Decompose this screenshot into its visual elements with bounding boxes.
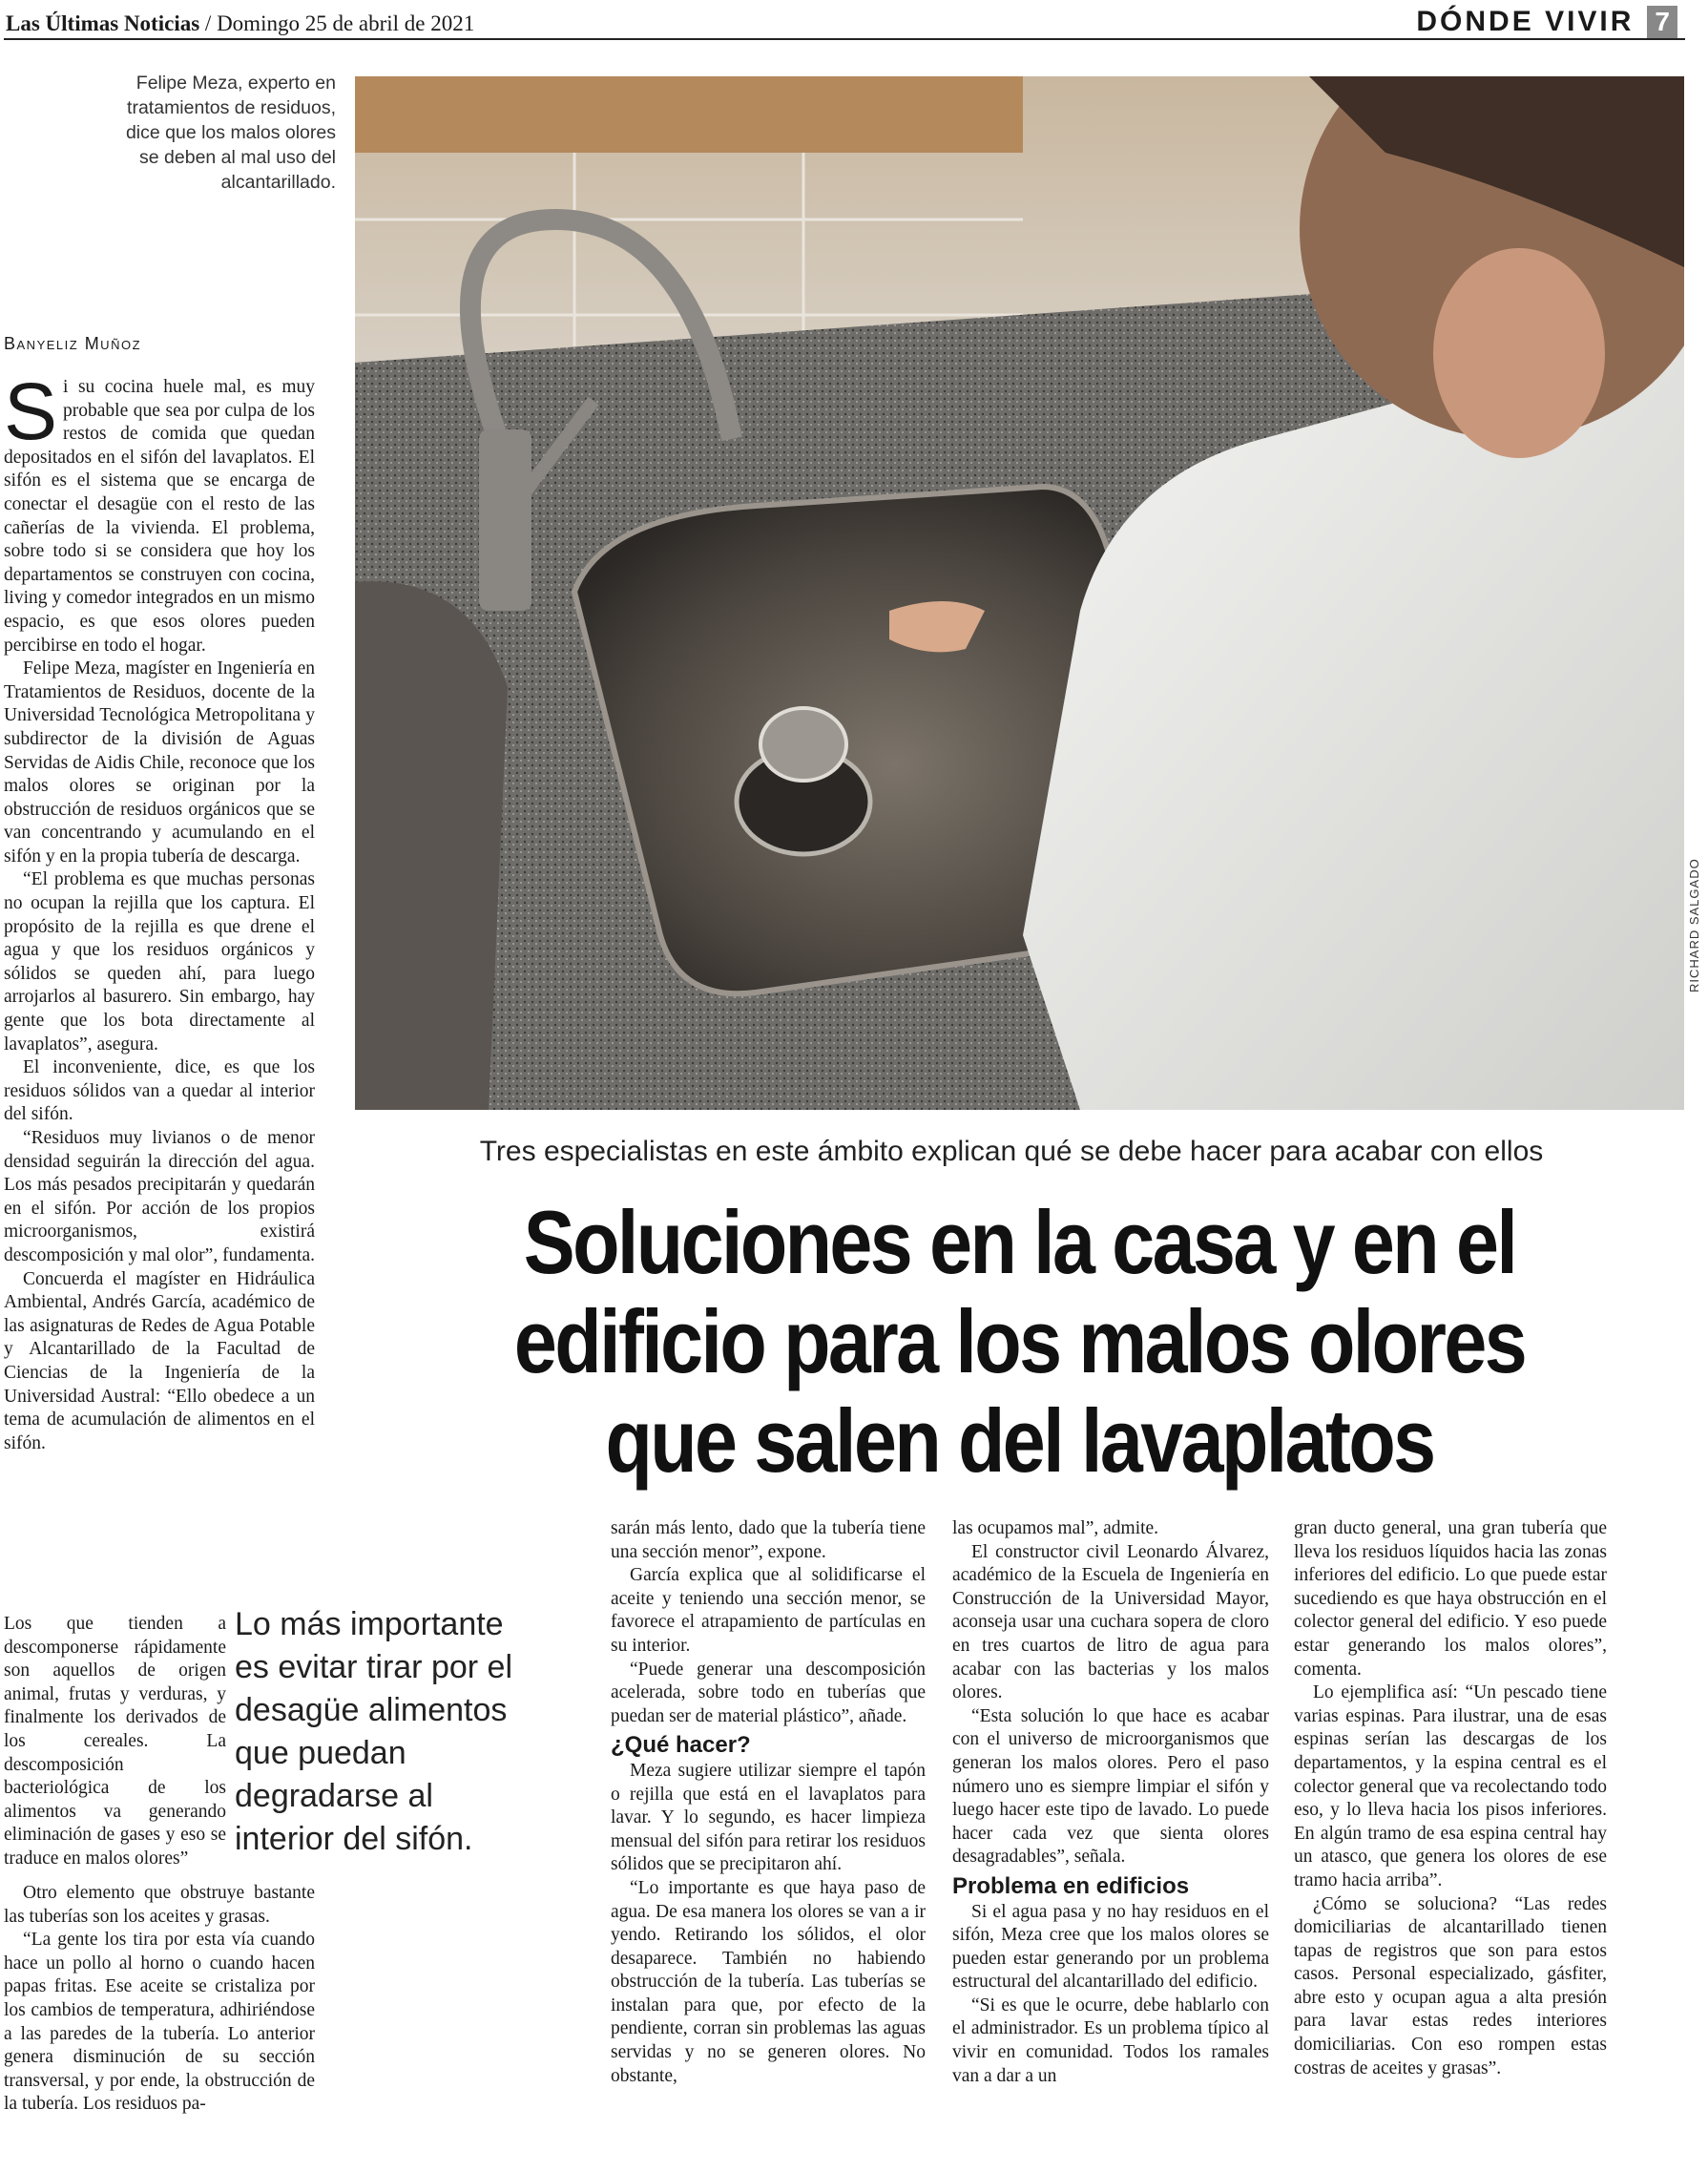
article-column-1	[4, 376, 315, 1617]
paragraph: gran ducto general, una gran tubería que lleva los residuos líquidos hacia las zonas inferiores del edificio. Lo que puede estar sucediendo es que haya obstrucción en el colector general del edificio. Y eso puede estar generando los malos olores”, comenta.	[1294, 1518, 1607, 1680]
subhead-que-hacer: ¿Qué hacer?	[611, 1732, 751, 1759]
article-column-1-bottom	[4, 1882, 315, 2168]
publication-date: Domingo 25 de abril de 2021	[217, 11, 475, 35]
paragraph: Concuerda el magíster en Hidráulica Ambiental, Andrés García, académico de las asignaturas de Redes de Agua Potable y Alcantarillado de la Facultad de Ciencias de la Ingeniería de la Universidad Austral: “Ello obedece a un tema de acumulación de alimentos en el sifón.	[4, 1268, 315, 1453]
article-photo	[355, 76, 1684, 1110]
drop-cap: S	[4, 376, 58, 456]
masthead-right	[1416, 6, 1677, 38]
paragraph: las ocupamos mal”, admite.	[952, 1518, 1159, 1538]
paragraph: Meza sugiere utilizar siempre el tapón o rejilla que está en el lavaplatos para lavar. Y lo segundo, es hacer limpieza mensual del sifón para retirar los residuos sólidos que se precipitaron ahí.	[611, 1760, 926, 1875]
paragraph: “La gente los tira por esta vía cuando hace un pollo al horno o cuando hacen papas fritas. Ese aceite se cristaliza por los cambios de temperatura, adhiriéndose a las paredes de la tubería. Lo anterior genera disminución de su sección transversal, y por ende, la obstrucción de la tubería. Los residuos pa-	[4, 1930, 315, 2115]
article-column-3	[952, 1517, 1269, 2172]
paragraph-lead: Si su cocina huele mal, es muy probable que sea por culpa de los restos de comida que quedan depositados en el sifón del lavaplatos. El sifón es el sistema que se encarga de conectar el desagüe con el resto de las cañerías de la vivienda. El problema, sobre todo si se considera que hoy los departamentos se construyen con cocina, living y comedor integrados en un mismo espacio, es que esos olores pueden percibirse en todo el hogar.	[4, 376, 315, 656]
paragraph: Si el agua pasa y no hay residuos en el sifón, Meza cree que los malos olores se pueden estar generando por un problema estructural del alcantarillado del edificio.	[952, 1901, 1269, 1993]
article-column-4	[1294, 1517, 1607, 2172]
paragraph: ¿Cómo se soluciona? “Las redes domiciliarias de alcantarillado tienen tapas de registros que son para estos casos. Personal especializado, gásfiter, abre esto y ocupan agua a alta presión para lavar estas redes interiores domiciliarias. Con eso rompen estas costras de aceites y grasas”.	[1294, 1893, 1607, 2078]
subhead-problema-edificios: Problema en edificios	[952, 1872, 1190, 1899]
kicker: Tres especialistas en este ámbito explican qué se debe hacer para acabar con ellos	[479, 1136, 1544, 1167]
masthead-left	[6, 11, 474, 36]
paragraph: “Puede generar una descomposición acelerada, sobre todo en tuberías que puedan ser de material plástico”, añade.	[611, 1659, 926, 1726]
page-number: 7	[1647, 6, 1677, 38]
photo-credit: RICHARD SALGADO	[1687, 858, 1701, 992]
pull-quote: Lo más importante es evitar tirar por el desagüe alimentos que puedan degradarse al interior del sifón.	[235, 1606, 512, 1857]
article-column-1-narrow	[4, 1613, 226, 1895]
paragraph: El constructor civil Leonardo Álvarez, académico de la Escuela de Ingeniería en Construcción de la Universidad Mayor, aconseja usar una cuchara sopera de cloro en tres cuartos de litro de agua para acabar con las bacterias y los malos olores.	[952, 1541, 1269, 1703]
headline: Soluciones en la casa y en el edificio para los malos olores que salen del lavaplatos	[513, 1192, 1526, 1491]
byline: Banyeliz Muñoz	[4, 334, 142, 353]
newspaper-name: Las Últimas Noticias	[6, 11, 200, 35]
photo-caption: Felipe Meza, experto en tratamientos de residuos, dice que los malos olores se deben al mal uso del alcantarillado.	[125, 73, 336, 193]
paragraph: “Lo importante es que haya paso de agua. De esa manera los olores se van a ir yendo. Retirando los sólidos, el olor desaparece. También no habiendo obstrucción de la tubería. Las tuberías se instalan para que, por efecto de la pendiente, corran sin problemas las aguas servidas y no se generen olores. No obstante,	[611, 1877, 926, 2086]
paragraph: Felipe Meza, magíster en Ingeniería en Tratamientos de Residuos, docente de la Universidad Tecnológica Metropolitana y subdirector de la división de Aguas Servidas de Aidis Chile, reconoce que los malos olores se originan por la obstrucción de residuos orgánicos que se van concentrando y acumulando en el sifón y en la propia tubería de descarga.	[4, 658, 315, 867]
paragraph: “Residuos muy livianos o de menor densidad seguirán la dirección del agua. Los más pesados precipitarán y quedarán en el sifón. Por acción de los propios microorganismos, existirá descomposición y mal olor”, fundamenta.	[4, 1128, 315, 1265]
kitchen-sink-illustration	[355, 76, 1684, 1110]
article-column-2	[611, 1517, 926, 2172]
paragraph: “Si es que le ocurre, debe hablarlo con el administrador. Es un problema típico al vivir en comunidad. Todos los ramales van a dar a un	[952, 1994, 1269, 2086]
section-label: DÓNDE VIVIR	[1416, 6, 1635, 37]
paragraph: El inconveniente, dice, es que los residuos sólidos van a quedar al interior del sifón.	[4, 1057, 315, 1125]
paragraph: sarán más lento, dado que la tubería tiene una sección menor”, expone.	[611, 1518, 926, 1562]
masthead-separator: /	[204, 11, 212, 35]
paragraph: “El problema es que muchas personas no ocupan la rejilla que los captura. El propósito de la rejilla es que drene el agua y que los residuos orgánicos y sólidos se queden ahí, para luego arrojarlos al basurero. Sin embargo, hay gente que los bota directamente al lavaplatos”, asegura.	[4, 869, 315, 1055]
paragraph: Los que tienden a descomponerse rápidamente son aquellos de origen animal, frutas y verduras, y finalmente los derivados de los cereales. La descomposición bacteriológica de los alimentos va generando eliminación de gases y eso se traduce en malos olores”	[4, 1614, 226, 1869]
paragraph: Lo ejemplifica así: “Un pescado tiene varias espinas. Para ilustrar, una de esas espinas serían las descargas de los departamentos, y la espina central es el colector general que va recolectando todo eso, y lo lleva hacia los pisos inferiores. En algún tramo de esa espina central hay un atasco, que genera los olores de ese tramo hacia arriba”.	[1294, 1682, 1607, 1890]
paragraph: “Esta solución lo que hace es acabar con el universo de microorganismos que generan los malos olores. Pero el paso número uno es siempre limpiar el sifón y luego hacer este tipo de lavado. Lo puede hacer cada vez que sienta olores desagradables”, señala.	[952, 1705, 1269, 1868]
masthead-rule	[4, 38, 1685, 40]
paragraph: Otro elemento que obstruye bastante las tuberías son los aceites y grasas.	[4, 1883, 315, 1927]
paragraph: García explica que al solidificarse el aceite y teniendo una sección menor, se favorece el atrapamiento de partículas en su interior.	[611, 1565, 926, 1656]
